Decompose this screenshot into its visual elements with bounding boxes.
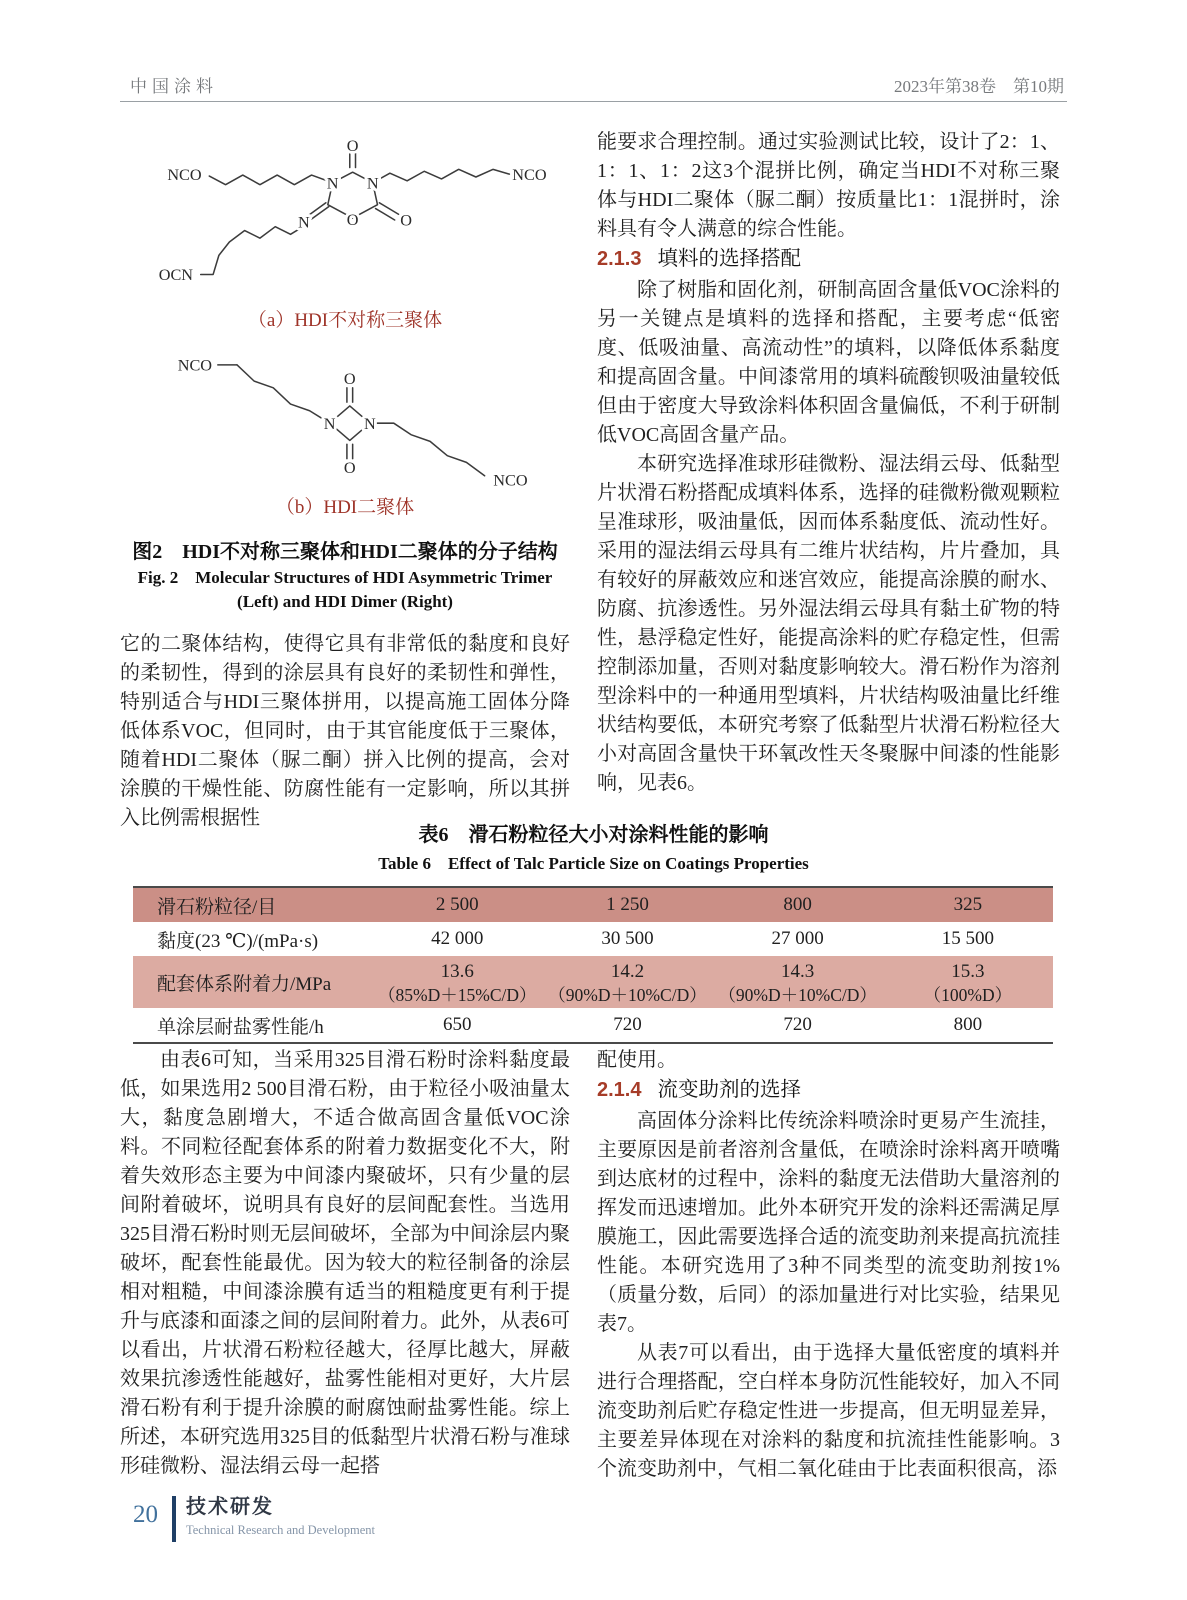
table-row bbox=[133, 956, 1053, 1008]
nco-right-label: NCO bbox=[512, 165, 547, 184]
ocn-label: OCN bbox=[158, 266, 194, 285]
page-header bbox=[130, 72, 1064, 97]
failure-mode: （100%D） bbox=[923, 985, 1013, 1005]
figure-caption-cn: 图2 HDI不对称三聚体和HDI二聚体的分子结构 bbox=[132, 541, 558, 563]
issue-info: 2023年第38卷 第10期 bbox=[894, 77, 1064, 96]
adhesion-value: 15.3 bbox=[951, 961, 985, 982]
section-heading-214 bbox=[597, 1075, 1060, 1107]
right-top-paragraph-2: 除了树脂和固化剂，研制高固含量低VOC涂料的另一关键点是填料的选择和搭配，主要考虑“低密度、低吸油量、高流动性”的填料，以降低体系黏度和提高固含量。中间漆常用的填料硫酸钡吸油量较低但由于密度大导致涂料体积固含量偏低，不利于研制低VOC高固含量产品。 bbox=[597, 279, 1060, 446]
ring-n-left-label: N bbox=[326, 174, 339, 193]
adhesion-value: 14.2 bbox=[610, 961, 645, 982]
table-row bbox=[133, 1008, 1053, 1043]
cell bbox=[713, 956, 883, 1008]
figure-caption-en-line1: Fig. 2 Molecular Structures of HDI Asymmetric Trimer bbox=[137, 568, 553, 587]
row-label: 滑石粉粒径/目 bbox=[133, 887, 372, 922]
cell: 30 500 bbox=[601, 928, 654, 949]
right-bottom-paragraph-2: 高固体分涂料比传统涂料喷涂时更易产生流挂，主要原因是前者溶剂含量低，在喷涂时涂料离开喷嘴到达底材的过程中，涂料的黏度无法借助大量溶剂的挥发而迅速增加。此外本研究开发的涂料还需满足厚膜施工，因此需要选择合适的流变助剂来提高抗流挂性能。本研究选用了3种不同类型的流变助剂按1%（质量分数，后同）的添加量进行对比实验，结果见表7。 bbox=[597, 1110, 1060, 1335]
section-title: 流变助剂的选择 bbox=[657, 1079, 801, 1101]
table6-title-cn: 表6 滑石粉粒径大小对涂料性能的影响 bbox=[418, 824, 769, 846]
table-row bbox=[133, 887, 1053, 922]
right-top-paragraph-3: 本研究选择准球形硅微粉、湿法绢云母、低黏型片状滑石粉搭配成填料体系，选择的硅微粉微观颗粒呈准球形，吸油量低，因而体系黏度低、流动性好。采用的湿法绢云母具有二维片状结构，片片叠加，具有较好的屏蔽效应和迷宫效应，能提高涂膜的耐水、防腐、抗渗透性。另外湿法绢云母具有黏土矿物的特性，悬浮稳定性好，能提高涂料的贮存稳定性，但需控制添加量，否则对黏度影响较大。滑石粉作为溶剂型涂料中的一种通用型填料，片状结构吸油量比纤维状结构要低，本研究考察了低黏型片状滑石粉粒径大小对高固含量快干环氧改性天冬聚脲中间漆的性能影响，见表6。 bbox=[597, 453, 1060, 794]
section-heading-213 bbox=[597, 244, 1060, 276]
adhesion-value: 14.3 bbox=[781, 961, 815, 982]
dimer-n-right-label: N bbox=[363, 414, 376, 433]
header-rule bbox=[120, 101, 1067, 102]
figure-2 bbox=[120, 134, 570, 614]
bottom-columns bbox=[120, 1046, 1067, 1484]
dimer-n-left-label: N bbox=[323, 414, 336, 433]
left-top-paragraph: 它的二聚体结构，使得它具有非常低的黏度和良好的柔韧性，得到的涂层具有良好的柔韧性和弹性，特别适合与HDI三聚体拼用，以提高施工固体分降低体系VOC，但同时，由于其官能度低于三聚体，随着HDI二聚体（脲二酮）拼入比例的提高，会对涂膜的干燥性能、防腐性能有一定影响，所以其拼入比例需根据性 bbox=[120, 633, 570, 829]
nco-left-label: NCO bbox=[167, 165, 202, 184]
cell bbox=[542, 956, 712, 1008]
subcaption-b: （b）HDI二聚体 bbox=[275, 497, 415, 518]
nco-bottom-label: NCO bbox=[493, 471, 528, 490]
section-number: 2.1.3 bbox=[597, 248, 642, 270]
adhesion-value: 13.6 bbox=[440, 961, 474, 982]
figure-caption-en-line2: (Left) and HDI Dimer (Right) bbox=[237, 592, 453, 611]
right-top-paragraph-1: 能要求合理控制。通过实验测试比较，设计了2：1、1：1、1：2这3个混拼比例，确定当HDI不对称三聚体与HDI二聚体（脲二酮）按质量比1：1混拼时，涂料具有令人满意的综合性能。 bbox=[597, 131, 1060, 240]
cell bbox=[883, 956, 1053, 1008]
table6 bbox=[133, 886, 1053, 1044]
cell: 42 000 bbox=[431, 928, 484, 949]
carbonyl-o-right-label: O bbox=[400, 211, 413, 230]
failure-mode: （85%D＋15%C/D） bbox=[378, 985, 537, 1005]
right-bottom-paragraph-3: 从表7可以看出，由于选择大量低密度的填料并进行合理搭配，空白样本身防沉性能较好，加入不同流变助剂后贮存稳定性进一步提高，但无明显差异，主要差异体现在对涂料的黏度和抗流挂性能影响。3个流变助剂中，气相二氧化硅由于比表面积很高，添 bbox=[597, 1342, 1060, 1480]
row-label: 单涂层耐盐雾性能/h bbox=[157, 1016, 324, 1038]
hdi-asymmetric-trimer-structure bbox=[120, 134, 570, 306]
subcaption-a: （a）HDI不对称三聚体 bbox=[247, 310, 443, 331]
right-bottom-paragraph-1: 配使用。 bbox=[597, 1049, 677, 1071]
hdi-dimer-structure bbox=[120, 340, 570, 493]
ring-n-right-label: N bbox=[366, 174, 379, 193]
cell: 800 bbox=[953, 1014, 983, 1035]
footer-accent-bar bbox=[172, 1496, 176, 1542]
row-label: 配套体系附着力/MPa bbox=[133, 956, 372, 1008]
cell: 15 500 bbox=[941, 928, 994, 949]
top-columns bbox=[120, 128, 1067, 833]
journal-name: 中国涂料 bbox=[130, 77, 218, 96]
footer-section-en: Technical Research and Development bbox=[186, 1523, 375, 1537]
section-number: 2.1.4 bbox=[597, 1079, 642, 1101]
cell: 720 bbox=[783, 1014, 812, 1035]
left-column-top bbox=[120, 128, 570, 833]
failure-mode: （90%D＋10%C/D） bbox=[548, 985, 707, 1005]
footer-section-cn: 技术研发 bbox=[186, 1496, 274, 1518]
right-column-bottom bbox=[597, 1046, 1060, 1484]
ring-o-label: O bbox=[346, 210, 359, 229]
left-column-bottom bbox=[120, 1046, 570, 1484]
cell: 650 bbox=[443, 1014, 472, 1035]
left-bottom-paragraph: 由表6可知，当采用325目滑石粉时涂料黏度最低，如果选用2 500目滑石粉，由于粒径小吸油量太大，黏度急剧增大，不适合做高固含量低VOC涂料。不同粒径配套体系的附着力数据变化不大，附着失效形态主要为中间漆内聚破坏，只有少量的层间附着破坏，说明具有良好的层间配套性。当选用325目滑石粉时则无层间破坏，全部为中间涂层内聚破坏，配套性能最优。因为较大的粒径制备的涂层相对粗糙，中间漆涂膜有适当的粗糙度更有利于提升与底漆和面漆之间的层间附着力。此外，从表6可以看出，片状滑石粉粒径越大，径厚比越大，屏蔽效果抗渗透性能越好，盐雾性能相对更好，大片层滑石粉有利于提升涂膜的耐腐蚀耐盐雾性能。综上所述，本研究选用325目的低黏型片状滑石粉与准球形硅微粉、湿法绢云母一起搭 bbox=[120, 1049, 570, 1477]
footer-labels bbox=[186, 1494, 375, 1539]
nco-top-label: NCO bbox=[177, 356, 213, 375]
page-footer bbox=[133, 1494, 375, 1542]
cell: 2 500 bbox=[372, 887, 542, 922]
table6-title-en: Table 6 Effect of Talc Particle Size on Coatings Properties bbox=[378, 854, 809, 873]
cell: 800 bbox=[713, 887, 883, 922]
dimer-o-bottom-label: O bbox=[343, 458, 356, 477]
cell: 325 bbox=[883, 887, 1053, 922]
right-column-top bbox=[597, 128, 1060, 833]
page-number: 20 bbox=[133, 1501, 158, 1528]
row-label: 黏度(23 ℃)/(mPa·s) bbox=[157, 930, 319, 952]
table-row bbox=[133, 922, 1053, 956]
section-title: 填料的选择搭配 bbox=[657, 248, 801, 270]
cell: 720 bbox=[613, 1014, 642, 1035]
carbonyl-o-top-label: O bbox=[346, 137, 359, 156]
dimer-o-top-label: O bbox=[343, 369, 356, 388]
cell: 27 000 bbox=[771, 928, 824, 949]
imine-n-label: N bbox=[298, 213, 310, 232]
cell bbox=[372, 956, 542, 1008]
table6-section bbox=[120, 822, 1067, 1044]
cell: 1 250 bbox=[542, 887, 712, 922]
failure-mode: （90%D＋10%C/D） bbox=[718, 985, 877, 1005]
